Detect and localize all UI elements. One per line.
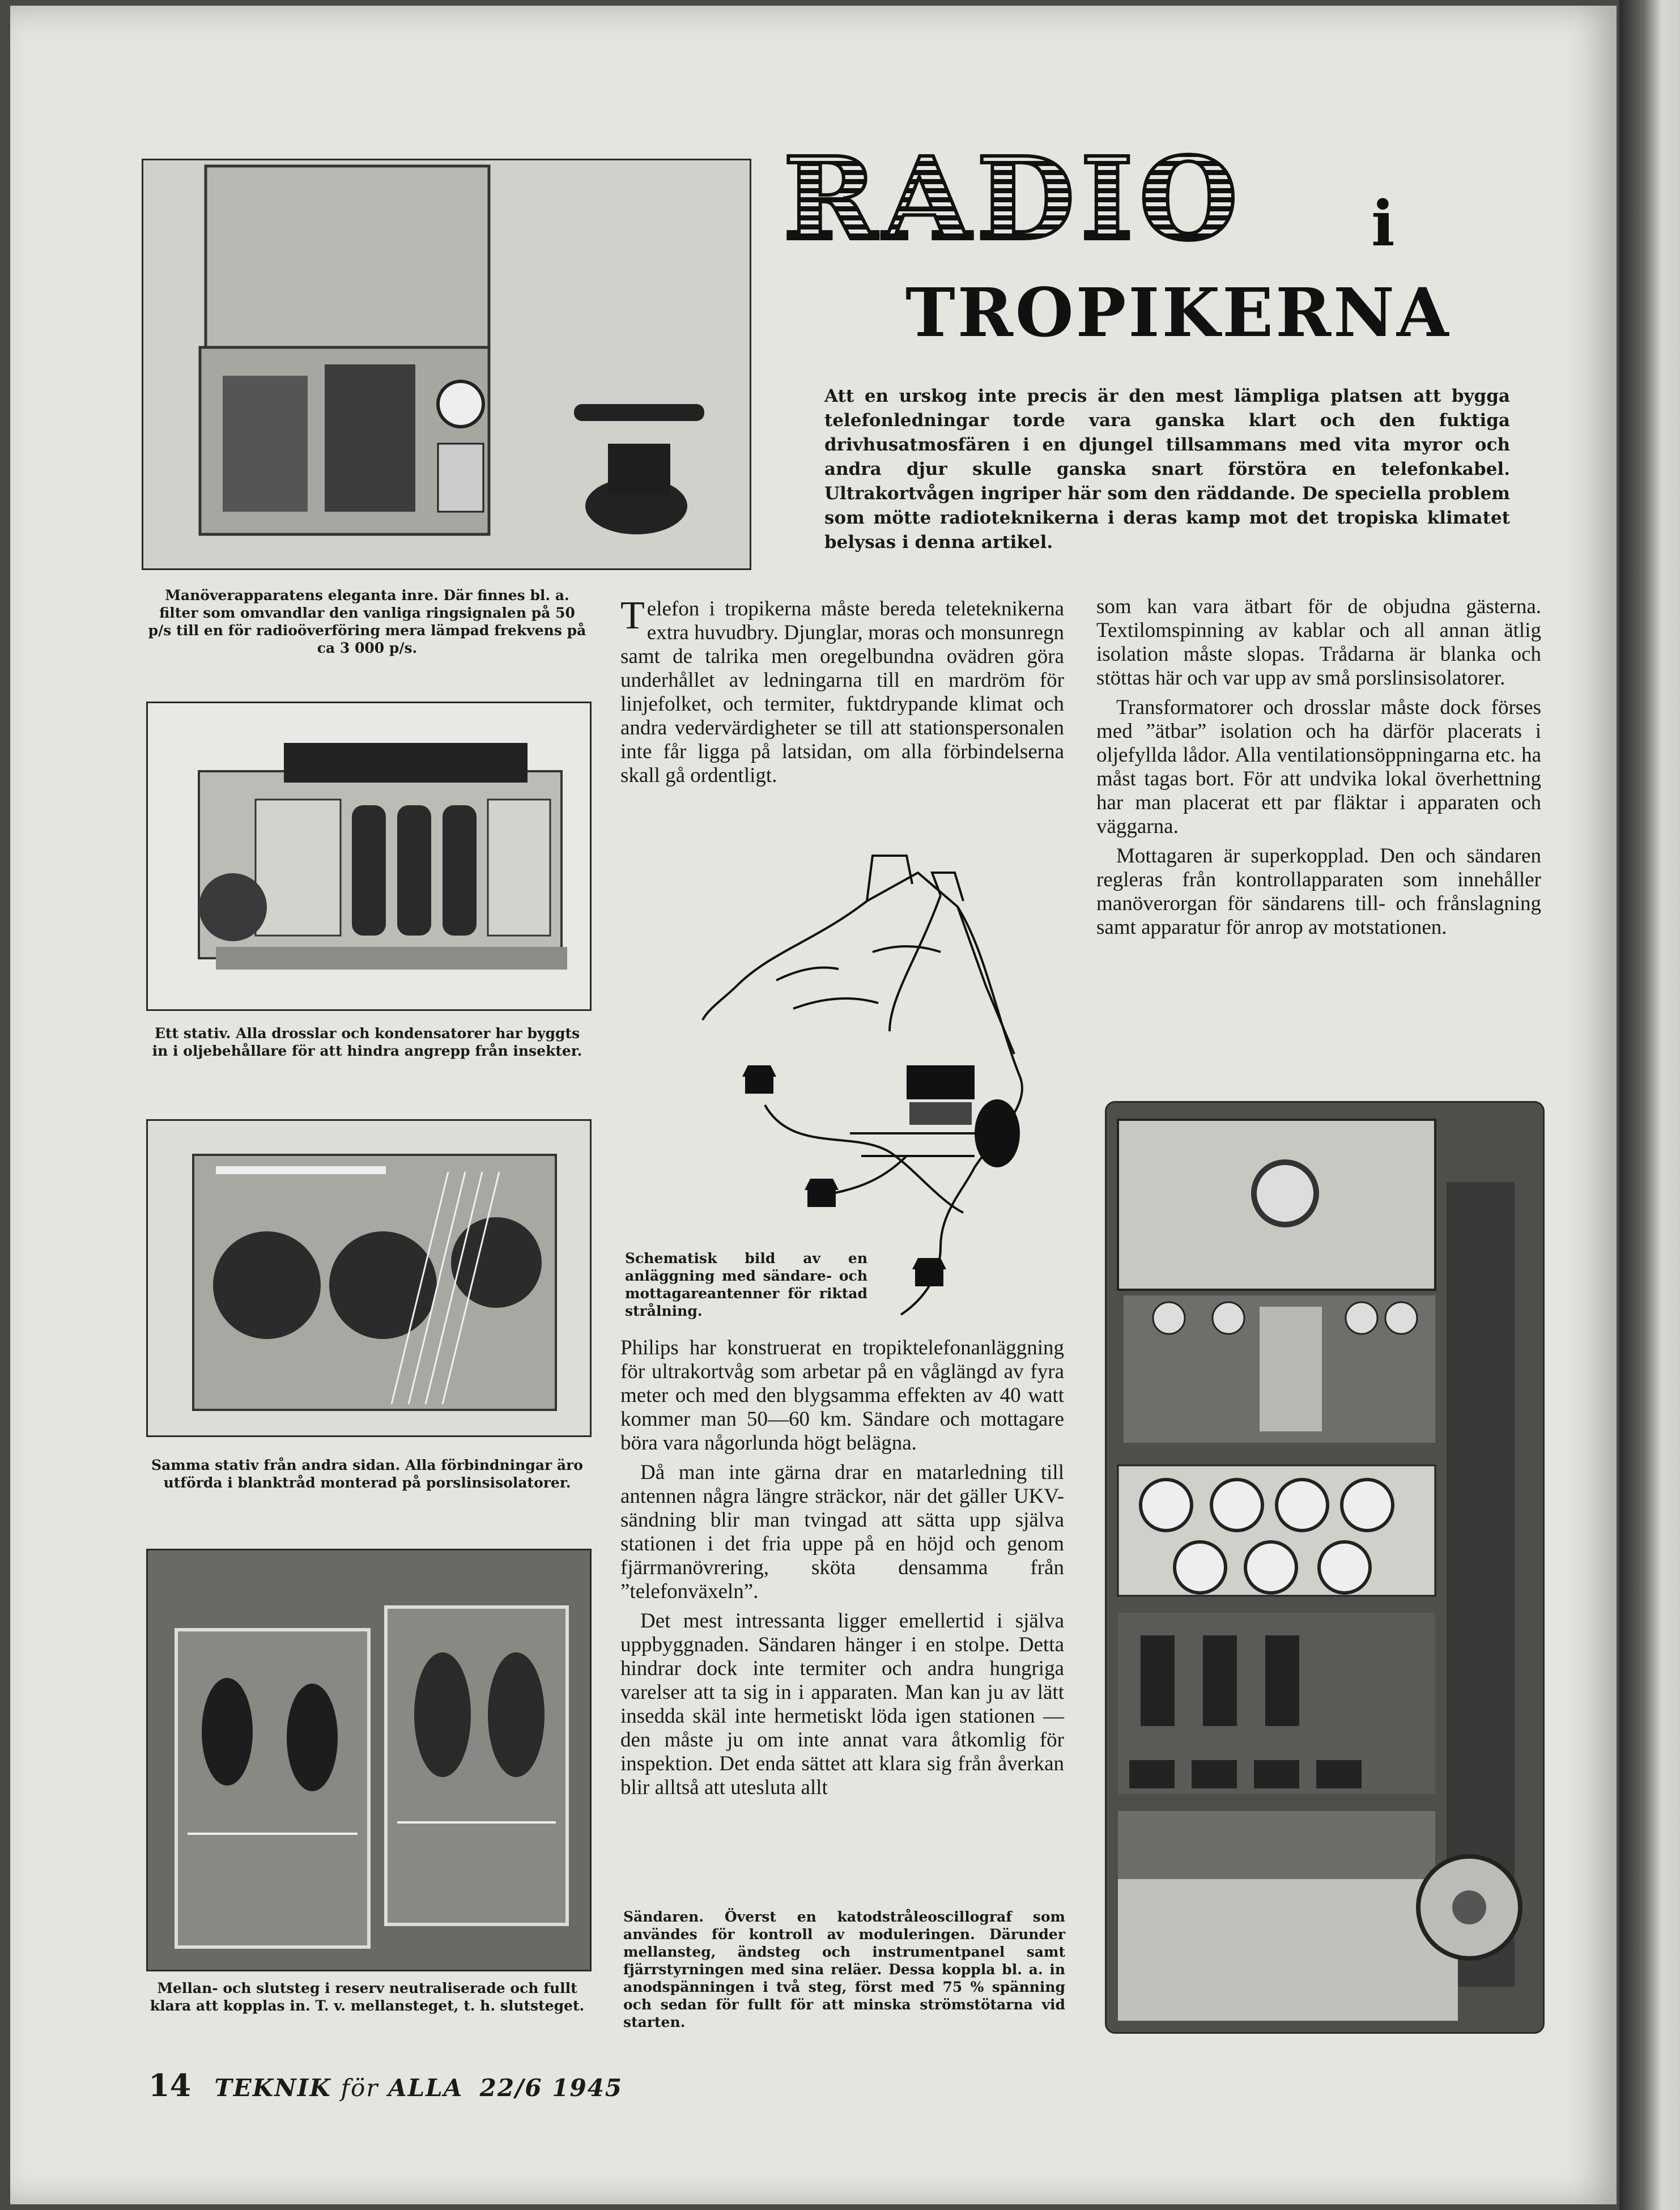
column2-paragraph-3: Mottagaren är superkopplad. Den och sändaren regleras från kontrollapparaten som innehåller manöverorgan för sändarens till- och frånslagning samt apparatur för anrop av motstationen. — [1096, 844, 1541, 939]
caption-diagram: Schematisk bild av en anläggning med sändare- och mottagareantenner för riktad strålning. — [625, 1250, 867, 1319]
magazine-for: för — [341, 2074, 379, 2102]
page-number: 14 — [148, 2067, 192, 2103]
photo-control-apparatus — [142, 159, 751, 570]
photo-stand-front — [146, 702, 592, 1011]
column1-intro — [620, 594, 1064, 793]
column2-paragraph-2: Transformatorer och drosslar måste dock förses med ”ätbar” isolation och ha därför placerats i oljefyllda lådor. Alla ventilationsöppningarna etc. ha måst tagas bort. För att undvika lokal överhettning har man placerat ett par fläktar i apparaten och väggarna. — [1096, 696, 1541, 838]
column1-paragraph-2: Då man inte gärna drar en matarledning till antennen några längre sträckor, när det gäller UKV-sändning blir man tvingad att sätta upp själva stationen i det fria uppe på en höjd och genom fjärrmanövrering, sköta densamma från ”telefonväxeln”. — [620, 1461, 1064, 1603]
photo-stages — [146, 1549, 592, 1971]
binding-spine — [1619, 0, 1680, 2210]
magazine-title — [215, 2074, 463, 2102]
caption-photo3: Samma stativ från andra sidan. Alla förbindningar äro utförda i blanktråd monterad på porslinsisolatorer. — [151, 1457, 583, 1491]
caption-photo2: Ett stativ. Alla drosslar och kondensatorer har byggts in i oljebehållare för att hindra angrepp från insekter. — [152, 1025, 582, 1059]
intro-paragraph: elefon i tropikerna måste bereda teleteknikerna extra huvudbry. Djunglar, moras och monsunregn samt de talrika men oregelbundna ovädren göra underhållet av ledningarna till en mardröm för linjefolket, och termiter, fuktdrypande klimat och andra vedervärdigheter se till att stationspersonalen inte får ligga på latsidan, om alla förbindelserna skall gå ordentligt. — [620, 597, 1064, 787]
column1-body — [620, 1336, 1064, 1805]
photo-transmitter — [1105, 1101, 1545, 2034]
magazine-name: TEKNIK — [214, 2074, 331, 2102]
caption-photo4: Mellan- och slutsteg i reserv neutraliserade och fullt klara att kopplas in. T. v. mellansteget, t. h. slutsteget. — [150, 1980, 585, 2014]
column2-body — [1096, 595, 1541, 945]
photo-stand-back — [146, 1119, 592, 1437]
page-footer — [148, 2067, 623, 2103]
issue-date: 22/6 1945 — [479, 2074, 623, 2102]
title-subtitle: TROPIKERNA — [905, 273, 1451, 352]
caption-sender: Sändaren. Överst en katodstråleoscillograf som användes för kontroll av moduleringen. Därunder mellansteg, ändsteg och instrumentpanel samt fjärrstyrningen med sina reläer. Dessa koppla bl. a. in anodspänningen i två steg, först med 75 % spänning och sedan för fullt för att minska strömstötarna vid starten. — [623, 1909, 1065, 2030]
caption-photo1: Manöverapparatens eleganta inre. Där finnes bl. a. filter som omvandlar den vanliga ringsignalen på 50 p/s till en för radioöverföring mera lämpad frekvens på ca 3 000 p/s. — [148, 587, 586, 656]
lead-paragraph: Att en urskog inte precis är den mest lämpliga platsen att bygga telefonledningar torde vara ganska klart och den fuktiga drivhusatmosfären i en djungel tillsammans med vita myror och andra djur skulle ganska snart förstöra en telefonkabel. Ultrakortvågen ingriper här som den räddande. De speciella problem som mötte radioteknikerna i deras kamp mot det tropiska klimatet belysas i denna artikel. — [824, 386, 1510, 552]
column2-paragraph-1: som kan vara ätbart för de objudna gästerna. Textilomspinning av kablar och all annan ätlig isolation måste slopas. Trådarna är blanka och stöttas här och var upp av små porslinsisolatorer. — [1096, 595, 1541, 690]
magazine-alla: ALLA — [388, 2074, 463, 2102]
column1-paragraph-3: Det mest intressanta ligger emellertid i själva uppbyggnaden. Sändaren hänger i en stolpe. Detta hindrar dock inte termiter och andra hungriga varelser att ta sig in i apparaten. Man kan ju av lätt insedda skäl inte hermetiskt löda igen stationen — den måste ju om inte annat vara åtkomlig för inspektion. Det enda sättet att klara sig från åverkan blir alltså att utesluta allt — [620, 1609, 1064, 1799]
column1-paragraph-1: Philips har konstruerat en tropiktelefonanläggning för ultrakortvåg som arbetar på en våglängd av fyra meter och med den blygsamma effekten av 40 watt kommer man 50—60 km. Sändare och mottagare böra vara någorlunda högt belägna. — [620, 1336, 1064, 1455]
title-radio: RADIO — [783, 133, 1244, 266]
title-preposition: i — [1371, 187, 1395, 260]
drop-cap: T — [620, 594, 645, 638]
